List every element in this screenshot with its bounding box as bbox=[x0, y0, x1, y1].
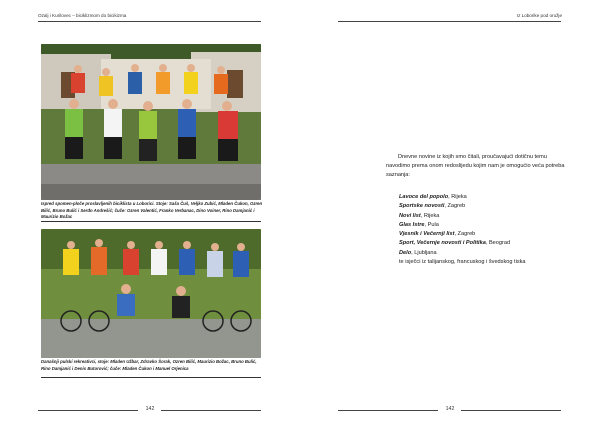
group-photo-riders bbox=[41, 229, 261, 358]
newspaper-list bbox=[399, 193, 579, 267]
list-item: Novi list, Rijeka bbox=[399, 212, 440, 219]
header-rule bbox=[38, 21, 261, 22]
footer-rule bbox=[461, 410, 561, 411]
right-page bbox=[300, 0, 600, 426]
list-item: Glas Istre, Pula bbox=[399, 221, 439, 228]
running-head: Iz Loborike pod oružje bbox=[516, 13, 562, 18]
list-item: te isječci iz talijanskog, francuskog i švedskog tiska bbox=[399, 259, 526, 266]
footer-rule bbox=[38, 410, 138, 411]
header-rule bbox=[338, 21, 561, 22]
page-number: 142 bbox=[445, 406, 455, 412]
photo-caption: Današnji pulski rekreativci, stoje: Mladen Užbar, Zdravko Šorak, Ozren Bilić, Maurizio Božac, Bruno Bulić, Rino Damjanić i Denis Butorović; čuče: Mladen Čukon i Manuel Orjenica bbox=[41, 359, 257, 371]
caption-rule bbox=[41, 377, 261, 378]
footer-rule bbox=[338, 410, 438, 411]
list-item: Sport, Večernje novosti i Politika, Beograd bbox=[399, 240, 511, 247]
list-item: Vjesnik i Večernji list, Zagreb bbox=[399, 231, 476, 238]
page-number: 142 bbox=[145, 406, 155, 412]
list-item: Lavoce del popolo, Rijeka bbox=[399, 194, 467, 200]
list-item: Sportske novosti, Zagreb bbox=[399, 203, 466, 210]
footer-rule bbox=[161, 410, 261, 411]
photo-caption: Ispred spomen-ploče proslavljenih biciklista u Loborici. Stoje: Saša Čuš, Veljko Zubić, Mladen Čukon, Ozren Bilić, Bruno Bulić i Serđo Andrešić; čuče: Ozren Valentić, Franko Verbanac, Dino Voiner, Rino Damjanić i Maurizio Božac bbox=[41, 201, 263, 220]
group-photo-memorial bbox=[41, 44, 261, 200]
running-head: Ozalj i Kurilovec – biciklizmom do bicikizma bbox=[38, 13, 127, 18]
intro-paragraph: Dnevne novine iz kojih smo čitali, proučavajući dotičnu temu navodimo prema onom redoslijedu kojim nam je omogućio veća potreba saznanja: bbox=[386, 154, 565, 179]
caption-rule bbox=[41, 221, 261, 222]
list-item: Delo, Ljubljana bbox=[399, 249, 437, 256]
